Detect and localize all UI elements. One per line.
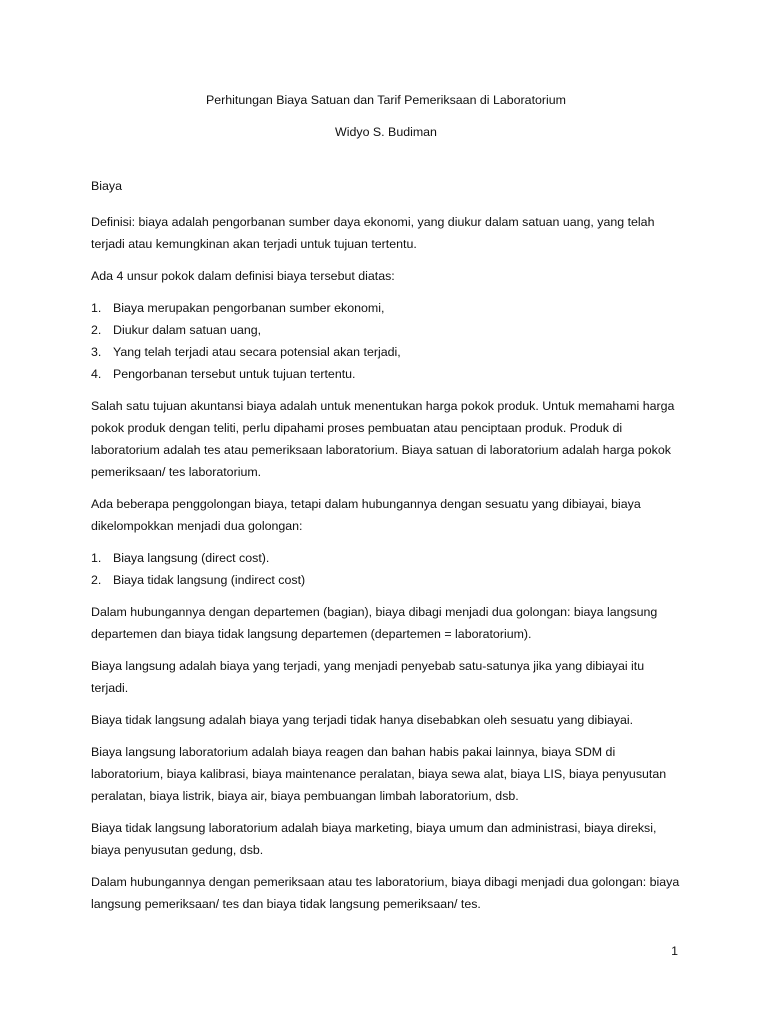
section-heading: Biaya <box>91 179 122 193</box>
goal-paragraph: Salah satu tujuan akuntansi biaya adalah untuk menentukan harga pokok produk. Untuk memahami harga pokok produk dengan teliti, perlu dipahami proses pembuatan atau penciptaan produk. Produk di laboratorium adalah tes atau pemeriksaan laboratorium. Biaya satuan di laboratorium adalah harga pokok pemeriksaan/ tes laboratorium. <box>91 399 675 479</box>
list-number: 3. <box>91 345 102 359</box>
groups-list <box>91 547 681 591</box>
direct-cost-paragraph: Biaya langsung adalah biaya yang terjadi, yang menjadi penyebab satu-satunya jika yang dibiayai itu terjadi. <box>91 659 645 695</box>
document-body <box>91 89 681 925</box>
list-text: Biaya merupakan pengorbanan sumber ekonomi, <box>113 301 385 315</box>
page-number: 1 <box>671 944 678 958</box>
list-text: Biaya tidak langsung (indirect cost) <box>113 573 306 587</box>
lab-indirect-cost-paragraph: Biaya tidak langsung laboratorium adalah biaya marketing, biaya umum dan administrasi, biaya direksi, biaya penyusutan gedung, dsb. <box>91 821 657 857</box>
list-text: Diukur dalam satuan uang, <box>113 323 262 337</box>
indirect-cost-paragraph: Biaya tidak langsung adalah biaya yang terjadi tidak hanya disebabkan oleh sesuatu yang dibiayai. <box>91 713 634 727</box>
list-item <box>91 547 681 569</box>
list-item <box>91 341 681 363</box>
list-number: 1. <box>91 301 102 315</box>
list-text: Yang telah terjadi atau secara potensial akan terjadi, <box>113 345 401 359</box>
document-author: Widyo S. Budiman <box>335 125 437 139</box>
list-number: 2. <box>91 573 102 587</box>
list-number: 2. <box>91 323 102 337</box>
elements-intro-paragraph: Ada 4 unsur pokok dalam definisi biaya tersebut diatas: <box>91 269 395 283</box>
list-item <box>91 319 681 341</box>
groups-paragraph: Ada beberapa penggolongan biaya, tetapi dalam hubungannya dengan sesuatu yang dibiayai, biaya dikelompokkan menjadi dua golongan: <box>91 497 641 533</box>
lab-direct-cost-paragraph: Biaya langsung laboratorium adalah biaya reagen dan bahan habis pakai lainnya, biaya SDM di laboratorium, biaya kalibrasi, biaya maintenance peralatan, biaya sewa alat, biaya LIS, biaya penyusutan peralatan, biaya listrik, biaya air, biaya pembuangan limbah laboratorium, dsb. <box>91 745 667 803</box>
list-item <box>91 363 681 385</box>
list-number: 1. <box>91 551 102 565</box>
document-title: Perhitungan Biaya Satuan dan Tarif Pemeriksaan di Laboratorium <box>205 93 566 107</box>
elements-list <box>91 297 681 385</box>
list-item <box>91 569 681 591</box>
list-text: Biaya langsung (direct cost). <box>113 551 270 565</box>
list-number: 4. <box>91 367 102 381</box>
list-text: Pengorbanan tersebut untuk tujuan tertentu. <box>113 367 356 381</box>
test-cost-paragraph: Dalam hubungannya dengan pemeriksaan atau tes laboratorium, biaya dibagi menjadi dua golongan: biaya langsung pemeriksaan/ tes dan biaya tidak langsung pemeriksaan/ tes. <box>91 875 680 911</box>
department-paragraph: Dalam hubungannya dengan departemen (bagian), biaya dibagi menjadi dua golongan: biaya langsung departemen dan biaya tidak langsung departemen (departemen = laboratorium). <box>91 605 658 641</box>
definition-paragraph: Definisi: biaya adalah pengorbanan sumber daya ekonomi, yang diukur dalam satuan uang, yang telah terjadi atau kemungkinan akan terjadi untuk tujuan tertentu. <box>91 215 655 251</box>
list-item <box>91 297 681 319</box>
